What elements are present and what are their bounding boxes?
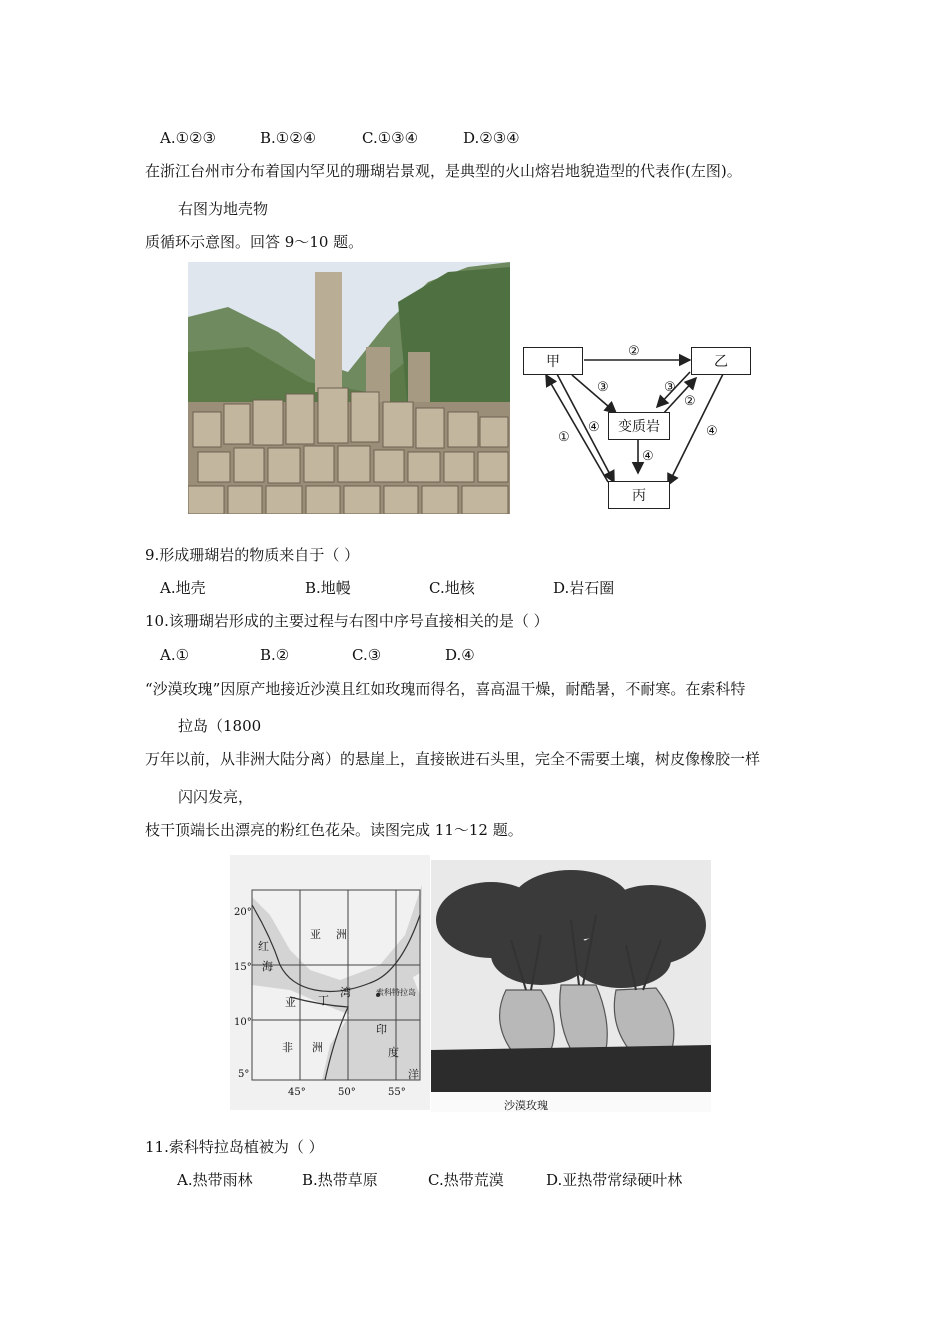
label-yin: 印: [376, 1023, 387, 1036]
q10-option-b: B.②: [260, 646, 290, 664]
q9-option-a: A.地壳: [160, 579, 206, 597]
label-4-left: ④: [588, 420, 600, 435]
label-2-top: ②: [628, 344, 640, 359]
box-bing: 丙: [608, 481, 670, 509]
label-3-left: ③: [597, 380, 609, 395]
desert-rose-illustration: [431, 860, 711, 1092]
q11-option-d: D.亚热带常绿硬叶林: [546, 1171, 683, 1189]
label-hai: 海: [262, 960, 273, 973]
label-3-right: ③: [664, 380, 676, 395]
intro1-line3: 质循环示意图。回答 9～10 题。: [145, 233, 364, 251]
photo-caption: 沙漠玫瑰: [504, 1099, 548, 1112]
coral-rock-illustration: [188, 262, 510, 514]
label-4-center: ④: [642, 449, 654, 464]
intro1-line1: 在浙江台州市分布着国内罕见的珊瑚岩景观，是典型的火山熔岩地貌造型的代表作(左图)。: [145, 162, 742, 180]
label-du: 度: [388, 1046, 399, 1059]
intro2-line4: 闪闪发亮，: [178, 788, 254, 806]
label-ya-gulf: 亚: [285, 996, 296, 1009]
coral-rock-photo: [188, 262, 510, 514]
label-2-right: ②: [684, 394, 696, 409]
intro2-line3: 万年以前，从非洲大陆分离）的悬崖上，直接嵌进石头里，完全不需要土壤，树皮像橡胶一样: [145, 750, 761, 768]
q8-option-d: D.②③④: [463, 129, 520, 147]
q8-option-c: C.①③④: [362, 129, 419, 147]
q8-option-a: A.①②③: [160, 129, 216, 147]
box-yi: 乙: [691, 347, 751, 375]
q9-option-c: C.地核: [429, 579, 475, 597]
q10-option-a: A.①: [160, 646, 190, 664]
q11-option-a: A.热带雨林: [177, 1171, 253, 1189]
label-zhou-asia: 洲: [336, 928, 347, 941]
label-socotra: 索科特拉岛: [376, 988, 416, 997]
rock-cycle-diagram: [520, 340, 760, 512]
intro2-line1: “沙漠玫瑰”因原产地接近沙漠且红如玫瑰而得名，喜高温干燥，耐酷暑，不耐寒。在索科特: [145, 680, 746, 698]
label-1: ①: [558, 430, 570, 445]
intro2-line5: 枝干顶端长出漂亮的粉红色花朵。读图完成 11～12 题。: [145, 821, 523, 839]
label-yang: 洋: [408, 1068, 419, 1081]
label-4-right: ④: [706, 424, 718, 439]
q11-option-b: B.热带草原: [302, 1171, 378, 1189]
label-fei: 非: [282, 1041, 293, 1054]
intro2-line2: 拉岛（1800: [178, 717, 262, 735]
q9-option-b: B.地幔: [305, 579, 351, 597]
q11-option-c: C.热带荒漠: [428, 1171, 504, 1189]
lat-10: 10°: [234, 1017, 252, 1028]
lon-50: 50°: [338, 1087, 356, 1098]
lon-45: 45°: [288, 1087, 306, 1098]
lat-5: 5°: [238, 1069, 250, 1080]
label-zhou-africa: 洲: [312, 1041, 323, 1054]
q9-option-d: D.岩石圈: [553, 579, 615, 597]
lat-15: 15°: [234, 962, 252, 973]
q10-option-d: D.④: [445, 646, 475, 664]
q10-option-c: C.③: [352, 646, 382, 664]
desert-rose-photo: [431, 860, 711, 1112]
box-metamorphic: 变质岩: [608, 412, 670, 440]
lon-55: 55°: [388, 1087, 406, 1098]
lat-20: 20°: [234, 907, 252, 918]
label-wan: 湾: [340, 986, 351, 999]
socotra-map: [230, 855, 430, 1110]
label-ya: 亚: [310, 928, 321, 941]
label-ding: 丁: [318, 994, 329, 1007]
q10-stem: 10.该珊瑚岩形成的主要过程与右图中序号直接相关的是（ ）: [145, 612, 549, 630]
label-hong: 红: [258, 940, 269, 953]
q8-option-b: B.①②④: [260, 129, 317, 147]
intro1-line2: 右图为地壳物: [178, 200, 269, 218]
q11-stem: 11.索科特拉岛植被为（ ）: [145, 1138, 324, 1156]
box-jia: 甲: [523, 347, 583, 375]
q9-stem: 9.形成珊瑚岩的物质来自于（ ）: [145, 546, 360, 564]
